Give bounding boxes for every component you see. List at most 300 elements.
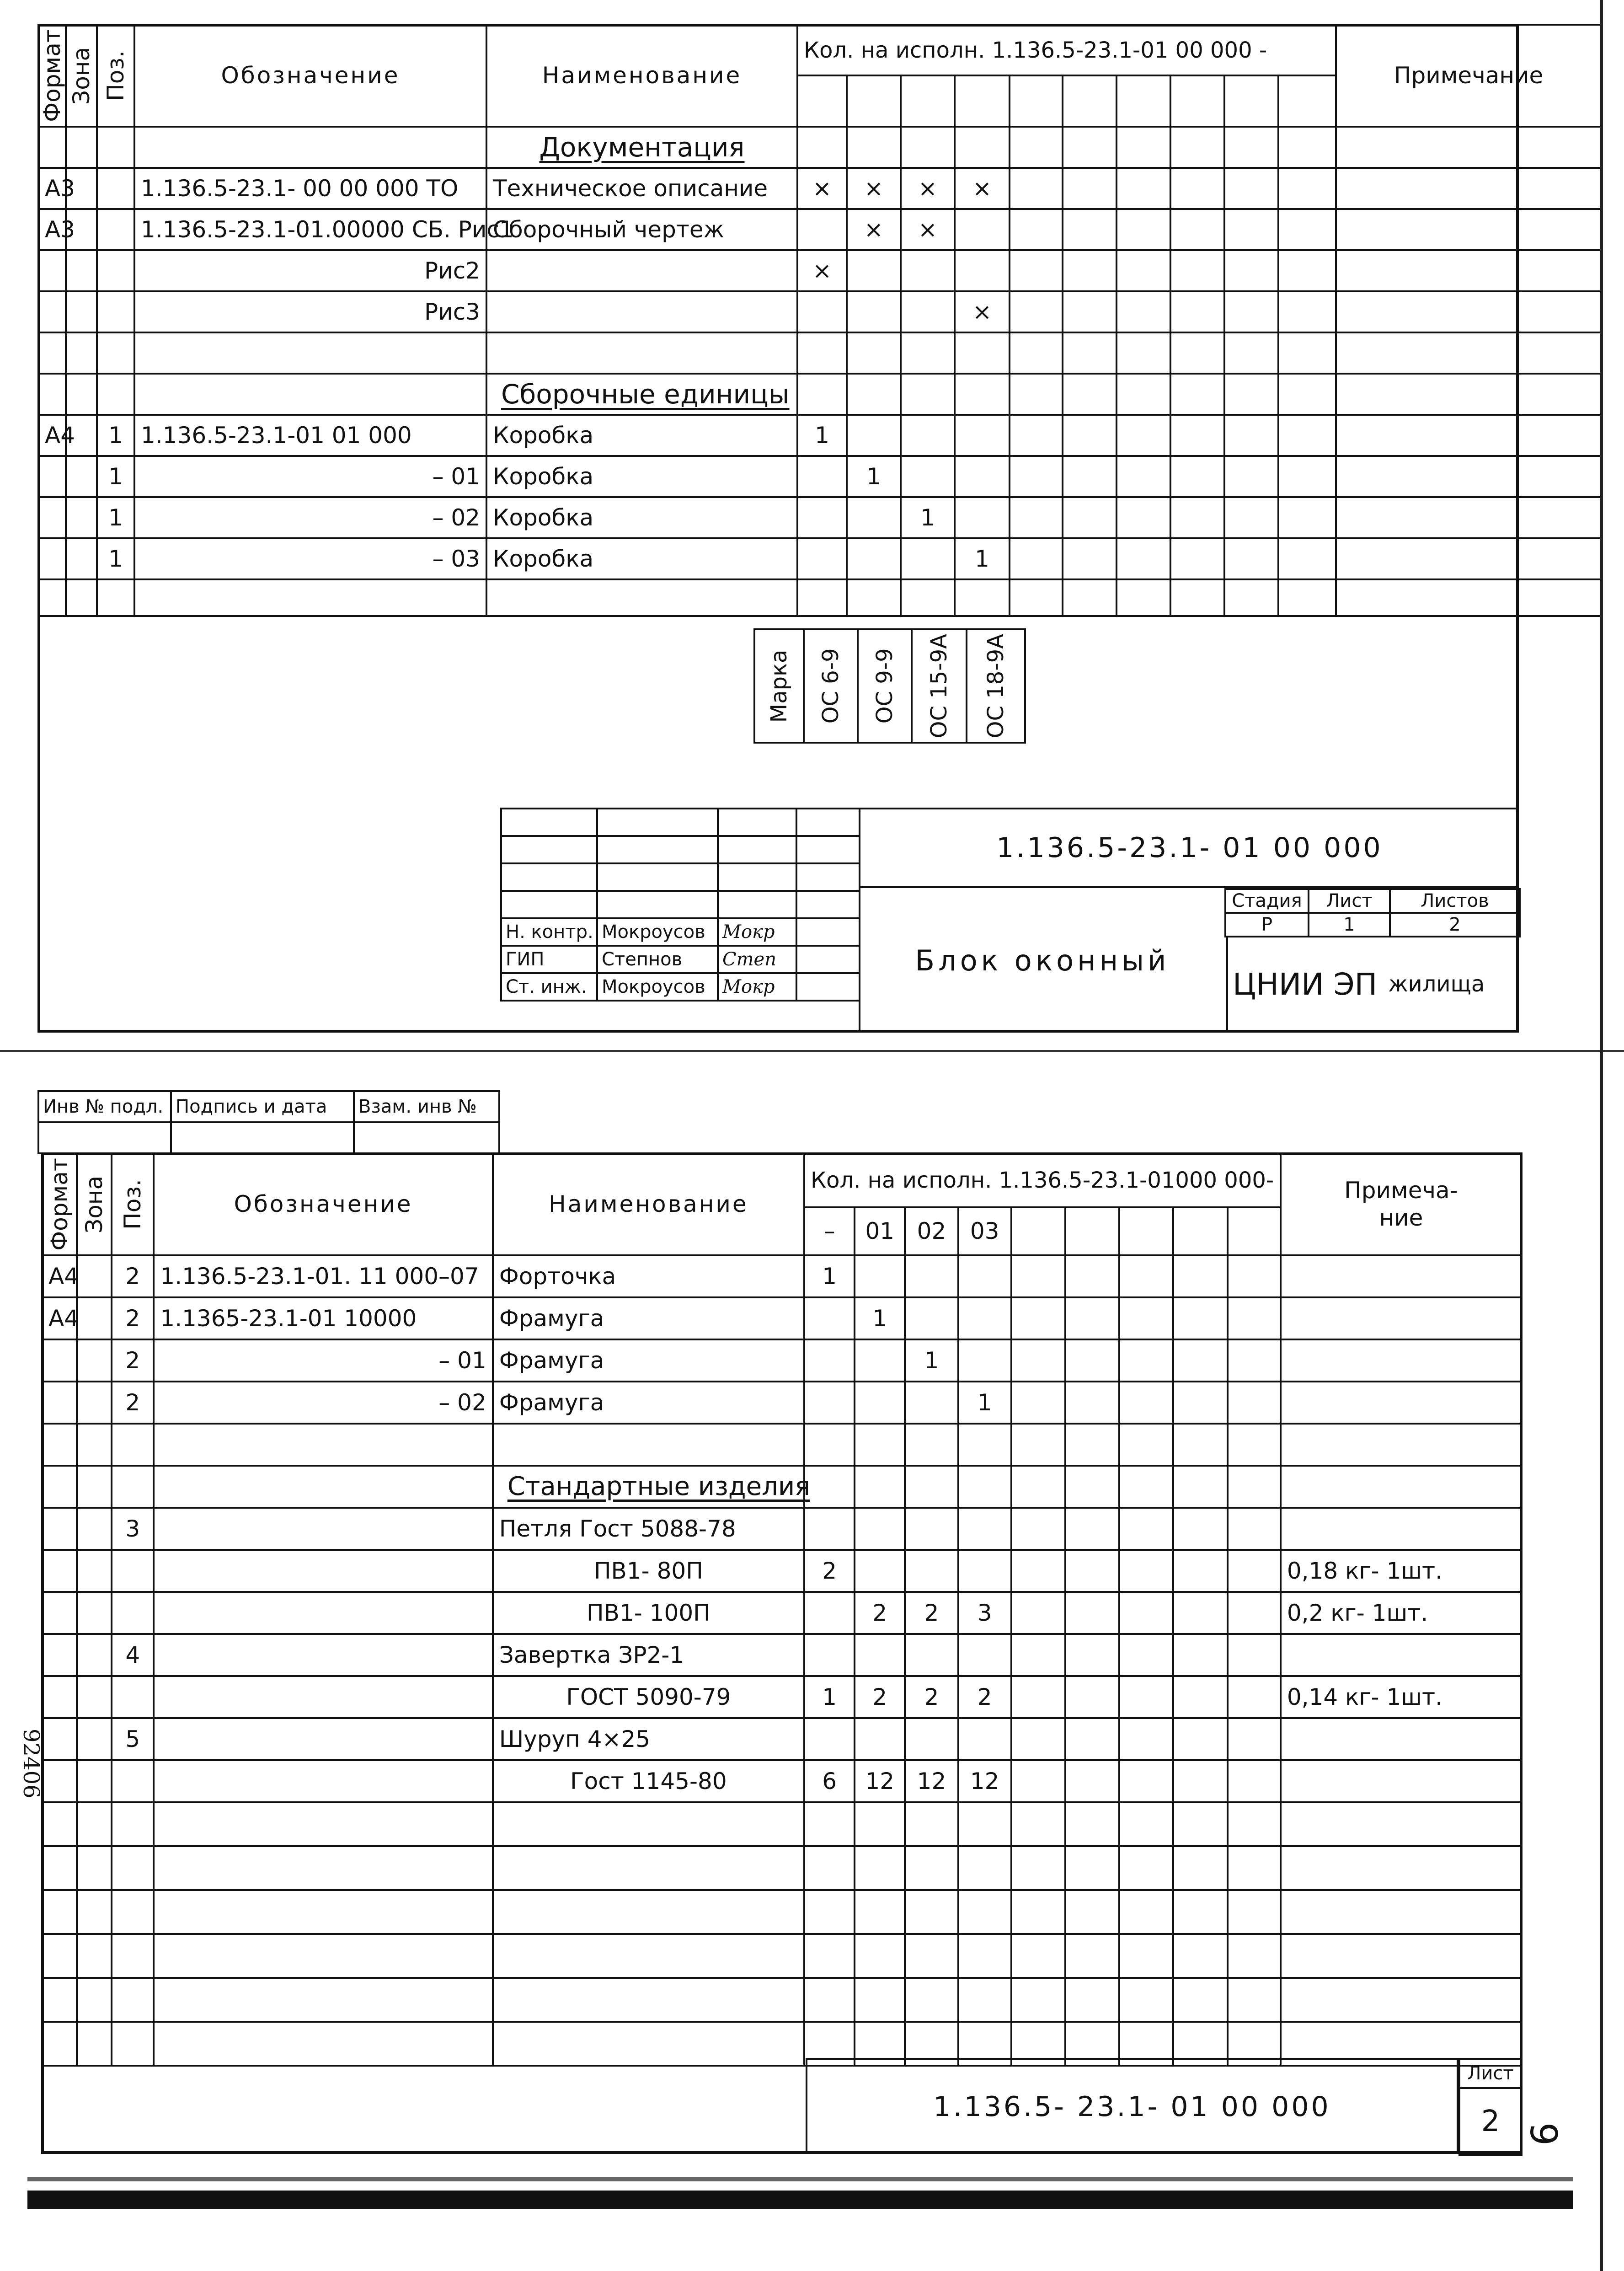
sub-header: 01	[855, 1207, 905, 1255]
cell-qty	[1224, 497, 1278, 538]
cell-empty	[493, 1890, 804, 1934]
table-row	[42, 1255, 1522, 1297]
empty-row	[42, 1846, 1522, 1890]
cell-pos: 1	[97, 456, 134, 497]
cell-qty	[847, 497, 901, 538]
sheet-2-title-code: 1.136.5- 23.1- 01 00 000	[806, 2058, 1458, 2154]
cell-qty	[1010, 538, 1063, 579]
cell-empty	[112, 1890, 154, 1934]
signer-signature: Мокр	[718, 918, 796, 946]
cell-empty	[1173, 1934, 1227, 1978]
col-format-header: Формат	[42, 1153, 77, 1255]
sub-header: 02	[905, 1207, 958, 1255]
table-row	[38, 168, 1601, 209]
cell-empty	[804, 1802, 855, 1846]
cell-name: Фрамуга	[493, 1382, 804, 1424]
table-row	[38, 415, 1601, 456]
cell-zone	[77, 1718, 112, 1760]
cell-qty	[905, 1634, 958, 1676]
inventory-stamp	[37, 1090, 500, 1154]
mark-value: ОС 6-9	[804, 629, 858, 743]
mark-value: ОС 9-9	[858, 629, 912, 743]
cell-empty	[905, 1802, 958, 1846]
cell-qty	[955, 415, 1010, 456]
cell-designation: – 03	[134, 538, 486, 579]
cell-empty	[1173, 1978, 1227, 2022]
cell-empty	[1281, 1802, 1522, 1846]
cell-qty	[1063, 415, 1116, 456]
cell-format	[38, 456, 66, 497]
col-zone-header: Зона	[66, 25, 97, 127]
cell-qty	[955, 497, 1010, 538]
stamp-sign: Подпись и дата	[171, 1091, 354, 1122]
cell-qty	[1278, 415, 1336, 456]
sheet-value: 1	[1309, 913, 1390, 937]
cell-note	[1281, 1255, 1522, 1297]
cell-note: 0,18 кг- 1шт.	[1281, 1550, 1522, 1592]
cell-qty	[901, 538, 955, 579]
sheet-2-spec-table	[41, 1152, 1522, 2067]
cell-empty	[154, 1934, 492, 1978]
cell-qty	[1173, 1508, 1227, 1550]
cell-qty	[1065, 1297, 1119, 1339]
cell-qty	[1011, 1550, 1065, 1592]
cell-qty	[958, 1508, 1011, 1550]
cell-note: 0,2 кг- 1шт.	[1281, 1592, 1522, 1634]
cell-empty	[1119, 1934, 1173, 1978]
cell-qty	[1010, 168, 1063, 209]
cell-empty	[958, 1890, 1011, 1934]
cell-qty	[1224, 456, 1278, 497]
cell-empty	[77, 2022, 112, 2066]
cell-qty	[1119, 1508, 1173, 1550]
cell-pos: 2	[112, 1382, 154, 1424]
cell-qty	[1278, 168, 1336, 209]
cell-empty	[958, 1846, 1011, 1890]
cell-qty	[1119, 1634, 1173, 1676]
cell-qty	[1228, 1297, 1281, 1339]
cell-qty	[1010, 291, 1063, 332]
stamp-replace: Взам. инв №	[354, 1091, 499, 1122]
cell-format	[42, 1676, 77, 1718]
cell-note	[1336, 415, 1601, 456]
cell-qty	[1228, 1634, 1281, 1676]
cell-empty	[42, 1846, 77, 1890]
cell-qty	[804, 1634, 855, 1676]
table-row	[38, 497, 1601, 538]
cell-name: Завертка ЗР2-1	[493, 1634, 804, 1676]
cell-designation	[154, 1634, 492, 1676]
cell-qty	[804, 1382, 855, 1424]
cell-qty	[1228, 1382, 1281, 1424]
table-row	[42, 1339, 1522, 1382]
cell-name: Форточка	[493, 1255, 804, 1297]
cell-qty	[958, 1339, 1011, 1382]
cell-empty	[1119, 1846, 1173, 1890]
signer-signature: Мокр	[718, 973, 796, 1001]
cell-qty	[901, 291, 955, 332]
cell-qty	[855, 1255, 905, 1297]
cell-zone	[77, 1676, 112, 1718]
cell-name: Техническое описание	[486, 168, 797, 209]
empty-row	[42, 1978, 1522, 2022]
cell-note	[1281, 1718, 1522, 1760]
signer-name: Мокроусов	[597, 973, 718, 1001]
cell-qty	[797, 456, 847, 497]
cell-qty	[1224, 291, 1278, 332]
table-row	[38, 456, 1601, 497]
cell-pos	[97, 250, 134, 291]
cell-qty	[1224, 250, 1278, 291]
cell-qty	[1170, 250, 1224, 291]
cell-empty	[77, 1802, 112, 1846]
cell-zone	[77, 1339, 112, 1382]
table-row	[42, 1297, 1522, 1339]
cell-qty	[905, 1508, 958, 1550]
cell-empty	[905, 1890, 958, 1934]
cell-qty	[1228, 1718, 1281, 1760]
cell-qty: ×	[901, 168, 955, 209]
cell-qty	[1278, 538, 1336, 579]
cell-name: Гост 1145-80	[493, 1760, 804, 1802]
cell-qty	[1011, 1718, 1065, 1760]
sheet-number: 2	[1459, 2088, 1522, 2155]
bottom-scan-band-light	[27, 2177, 1573, 2181]
cell-format	[42, 1718, 77, 1760]
cell-qty	[847, 250, 901, 291]
cell-qty	[855, 1339, 905, 1382]
cell-qty: ×	[847, 209, 901, 250]
cell-pos: 3	[112, 1508, 154, 1550]
empty-row	[42, 1802, 1522, 1846]
cell-qty	[905, 1718, 958, 1760]
cell-qty	[1278, 456, 1336, 497]
cell-empty	[493, 2022, 804, 2066]
cell-pos: 2	[112, 1297, 154, 1339]
cell-qty	[855, 1718, 905, 1760]
cell-note	[1336, 168, 1601, 209]
cell-qty	[955, 209, 1010, 250]
cell-qty	[1116, 497, 1170, 538]
cell-qty	[1173, 1592, 1227, 1634]
cell-zone	[66, 456, 97, 497]
cell-qty	[1065, 1255, 1119, 1297]
cell-qty	[1170, 415, 1224, 456]
cell-qty	[1065, 1592, 1119, 1634]
col-pos-header: Поз.	[97, 25, 134, 127]
org-name: ЦНИИ ЭП	[1233, 966, 1378, 1002]
cell-qty: ×	[797, 168, 847, 209]
cell-empty	[855, 1802, 905, 1846]
cell-empty	[855, 1846, 905, 1890]
cell-format	[38, 538, 66, 579]
cell-qty	[797, 538, 847, 579]
cell-zone	[66, 250, 97, 291]
cell-qty: 12	[905, 1760, 958, 1802]
cell-qty	[804, 1339, 855, 1382]
cell-qty	[1228, 1676, 1281, 1718]
cell-qty: 2	[855, 1592, 905, 1634]
cell-name: Коробка	[486, 538, 797, 579]
cell-empty	[804, 1846, 855, 1890]
cell-qty: 6	[804, 1760, 855, 1802]
cell-qty: 2	[905, 1676, 958, 1718]
cell-empty	[855, 1890, 905, 1934]
cell-qty	[901, 250, 955, 291]
cell-qty	[1170, 168, 1224, 209]
cell-format: A3	[38, 168, 66, 209]
cell-format: A3	[38, 209, 66, 250]
section-documentation: Документация	[539, 131, 745, 163]
cell-pos	[112, 1550, 154, 1592]
cell-zone	[66, 291, 97, 332]
cell-qty: 2	[855, 1676, 905, 1718]
margin-note: 92406	[18, 1729, 44, 1799]
cell-zone	[66, 497, 97, 538]
signer-row	[501, 918, 860, 946]
cell-qty	[1116, 538, 1170, 579]
signer-role: ГИП	[501, 946, 597, 973]
cell-qty: 1	[958, 1382, 1011, 1424]
cell-note	[1281, 1634, 1522, 1676]
signer-date	[796, 918, 860, 946]
cell-empty	[154, 1846, 492, 1890]
cell-qty: 2	[804, 1550, 855, 1592]
cell-qty	[855, 1550, 905, 1592]
cell-note: 0,14 кг- 1шт.	[1281, 1676, 1522, 1718]
cell-empty	[77, 1934, 112, 1978]
stamp-inv: Инв № подл.	[38, 1091, 171, 1122]
cell-qty	[1173, 1255, 1227, 1297]
cell-zone	[77, 1382, 112, 1424]
cell-qty	[1010, 250, 1063, 291]
cell-empty	[493, 1846, 804, 1890]
cell-qty	[1224, 415, 1278, 456]
cell-qty	[1010, 456, 1063, 497]
cell-qty	[1278, 291, 1336, 332]
cell-empty	[1173, 1802, 1227, 1846]
cell-pos	[112, 1676, 154, 1718]
cell-note	[1336, 291, 1601, 332]
cell-qty	[1010, 209, 1063, 250]
cell-qty	[1228, 1592, 1281, 1634]
cell-qty	[1065, 1676, 1119, 1718]
cell-qty	[1116, 415, 1170, 456]
cell-empty	[42, 2022, 77, 2066]
cell-qty: 1	[855, 1297, 905, 1339]
table-row	[38, 291, 1601, 332]
col-name-header: Наименование	[486, 25, 797, 127]
cell-empty	[1281, 1934, 1522, 1978]
cell-name	[486, 291, 797, 332]
cell-qty	[1119, 1676, 1173, 1718]
cell-qty	[1063, 456, 1116, 497]
cell-qty	[1011, 1760, 1065, 1802]
cell-qty	[847, 291, 901, 332]
cell-qty	[1063, 538, 1116, 579]
cell-qty	[901, 456, 955, 497]
cell-empty	[77, 1890, 112, 1934]
sheets-label: Листов	[1390, 889, 1520, 913]
sheet-label: Лист	[1309, 889, 1390, 913]
cell-pos: 1	[97, 415, 134, 456]
cell-qty	[1119, 1760, 1173, 1802]
cell-pos: 1	[97, 538, 134, 579]
table-row	[42, 1760, 1522, 1802]
cell-qty	[1011, 1676, 1065, 1718]
cell-designation: 1.136.5-23.1-01. 11 000–07	[154, 1255, 492, 1297]
cell-empty	[154, 1890, 492, 1934]
cell-format: A4	[42, 1297, 77, 1339]
cell-qty	[1011, 1297, 1065, 1339]
cell-zone	[77, 1508, 112, 1550]
cell-qty	[905, 1550, 958, 1592]
signer-date	[796, 946, 860, 973]
cell-name: Фрамуга	[493, 1339, 804, 1382]
cell-pos	[97, 168, 134, 209]
cell-empty	[958, 1934, 1011, 1978]
cell-qty: ×	[901, 209, 955, 250]
org-sub: жилища	[1388, 971, 1485, 997]
cell-pos	[112, 1592, 154, 1634]
cell-empty	[112, 1978, 154, 2022]
cell-qty	[797, 209, 847, 250]
page-number: 9	[1522, 2122, 1565, 2146]
cell-note	[1281, 1760, 1522, 1802]
empty-row	[42, 1890, 1522, 1934]
marks-label: Марка	[754, 629, 804, 743]
cell-name: Шуруп 4×25	[493, 1718, 804, 1760]
col-format-header: Формат	[38, 25, 66, 127]
cell-qty	[1173, 1297, 1227, 1339]
cell-pos: 5	[112, 1718, 154, 1760]
cell-designation: 1.136.5-23.1-01.00000 СБ. Рис1	[134, 209, 486, 250]
col-qty-header: Кол. на исполн. 1.136.5-23.1-01000 000-	[804, 1153, 1281, 1207]
table-row	[38, 538, 1601, 579]
cell-empty	[855, 1978, 905, 2022]
cell-empty	[1065, 1846, 1119, 1890]
cell-qty	[804, 1718, 855, 1760]
cell-empty	[1228, 1978, 1281, 2022]
cell-qty	[1173, 1760, 1227, 1802]
title-block-signers	[500, 808, 860, 1002]
cell-qty	[1173, 1676, 1227, 1718]
right-edge-line	[1600, 0, 1603, 2271]
cell-qty	[1173, 1550, 1227, 1592]
cell-note	[1336, 456, 1601, 497]
cell-qty	[1011, 1508, 1065, 1550]
col-designation-header: Обозначение	[154, 1153, 492, 1255]
cell-pos	[97, 291, 134, 332]
cell-qty	[1278, 250, 1336, 291]
cell-qty	[1170, 291, 1224, 332]
cell-empty	[1065, 1890, 1119, 1934]
cell-designation: – 01	[134, 456, 486, 497]
cell-qty: 12	[855, 1760, 905, 1802]
cell-note	[1336, 209, 1601, 250]
cell-qty	[1119, 1382, 1173, 1424]
cell-empty	[77, 1846, 112, 1890]
cell-qty	[1173, 1382, 1227, 1424]
cell-zone	[77, 1297, 112, 1339]
cell-note	[1281, 1382, 1522, 1424]
cell-name	[486, 250, 797, 291]
cell-format	[38, 291, 66, 332]
cell-qty	[1010, 497, 1063, 538]
cell-designation: 1.136.5-23.1- 00 00 000 ТО	[134, 168, 486, 209]
signer-role: Н. контр.	[501, 918, 597, 946]
cell-name: ПВ1- 100П	[493, 1592, 804, 1634]
cell-qty	[1119, 1718, 1173, 1760]
cell-qty	[905, 1255, 958, 1297]
cell-designation: – 02	[134, 497, 486, 538]
section-standard-items: Стандартные изделия	[507, 1472, 810, 1502]
table-row	[42, 1382, 1522, 1424]
cell-qty	[1228, 1255, 1281, 1297]
cell-empty	[804, 1934, 855, 1978]
cell-designation: 1.136.5-23.1-01 01 000	[134, 415, 486, 456]
signer-signature: Степ	[718, 946, 796, 973]
cell-qty	[1278, 497, 1336, 538]
cell-qty	[855, 1508, 905, 1550]
cell-qty	[1065, 1718, 1119, 1760]
cell-qty	[1119, 1550, 1173, 1592]
cell-qty	[797, 291, 847, 332]
cell-qty: 2	[958, 1676, 1011, 1718]
cell-designation	[154, 1676, 492, 1718]
title-block-title: Блок оконный	[859, 888, 1224, 1033]
cell-empty	[1228, 1846, 1281, 1890]
cell-qty	[1173, 1718, 1227, 1760]
table-row	[42, 1718, 1522, 1760]
cell-format: A4	[42, 1255, 77, 1297]
cell-format: A4	[38, 415, 66, 456]
cell-qty	[905, 1382, 958, 1424]
cell-qty	[955, 456, 1010, 497]
cell-empty	[1011, 1978, 1065, 2022]
bottom-scan-band	[27, 2191, 1573, 2209]
empty-row	[42, 1934, 1522, 1978]
sheet-label: Лист	[1459, 2059, 1522, 2088]
cell-empty	[42, 1890, 77, 1934]
cell-empty	[154, 1802, 492, 1846]
section-assembly-units: Сборочные единицы	[501, 378, 790, 410]
cell-qty	[804, 1508, 855, 1550]
cell-qty	[855, 1382, 905, 1424]
sheet-1-spec-table	[37, 24, 1602, 617]
cell-qty	[1116, 168, 1170, 209]
sub-header: –	[804, 1207, 855, 1255]
cell-name: Фрамуга	[493, 1297, 804, 1339]
table-row	[42, 1550, 1522, 1592]
cell-qty	[1065, 1382, 1119, 1424]
cell-qty	[958, 1255, 1011, 1297]
cell-qty	[1011, 1382, 1065, 1424]
cell-qty: 1	[847, 456, 901, 497]
sheet-2-sheet-box	[1458, 2058, 1522, 2156]
mark-value: ОС 15-9А	[912, 629, 967, 743]
cell-empty	[804, 1890, 855, 1934]
cell-qty: 2	[905, 1592, 958, 1634]
signer-row	[501, 946, 860, 973]
cell-qty	[1119, 1255, 1173, 1297]
cell-qty	[958, 1634, 1011, 1676]
cell-qty	[958, 1718, 1011, 1760]
cell-zone	[77, 1255, 112, 1297]
cell-format	[42, 1634, 77, 1676]
signer-name: Степнов	[597, 946, 718, 973]
cell-qty	[958, 1550, 1011, 1592]
